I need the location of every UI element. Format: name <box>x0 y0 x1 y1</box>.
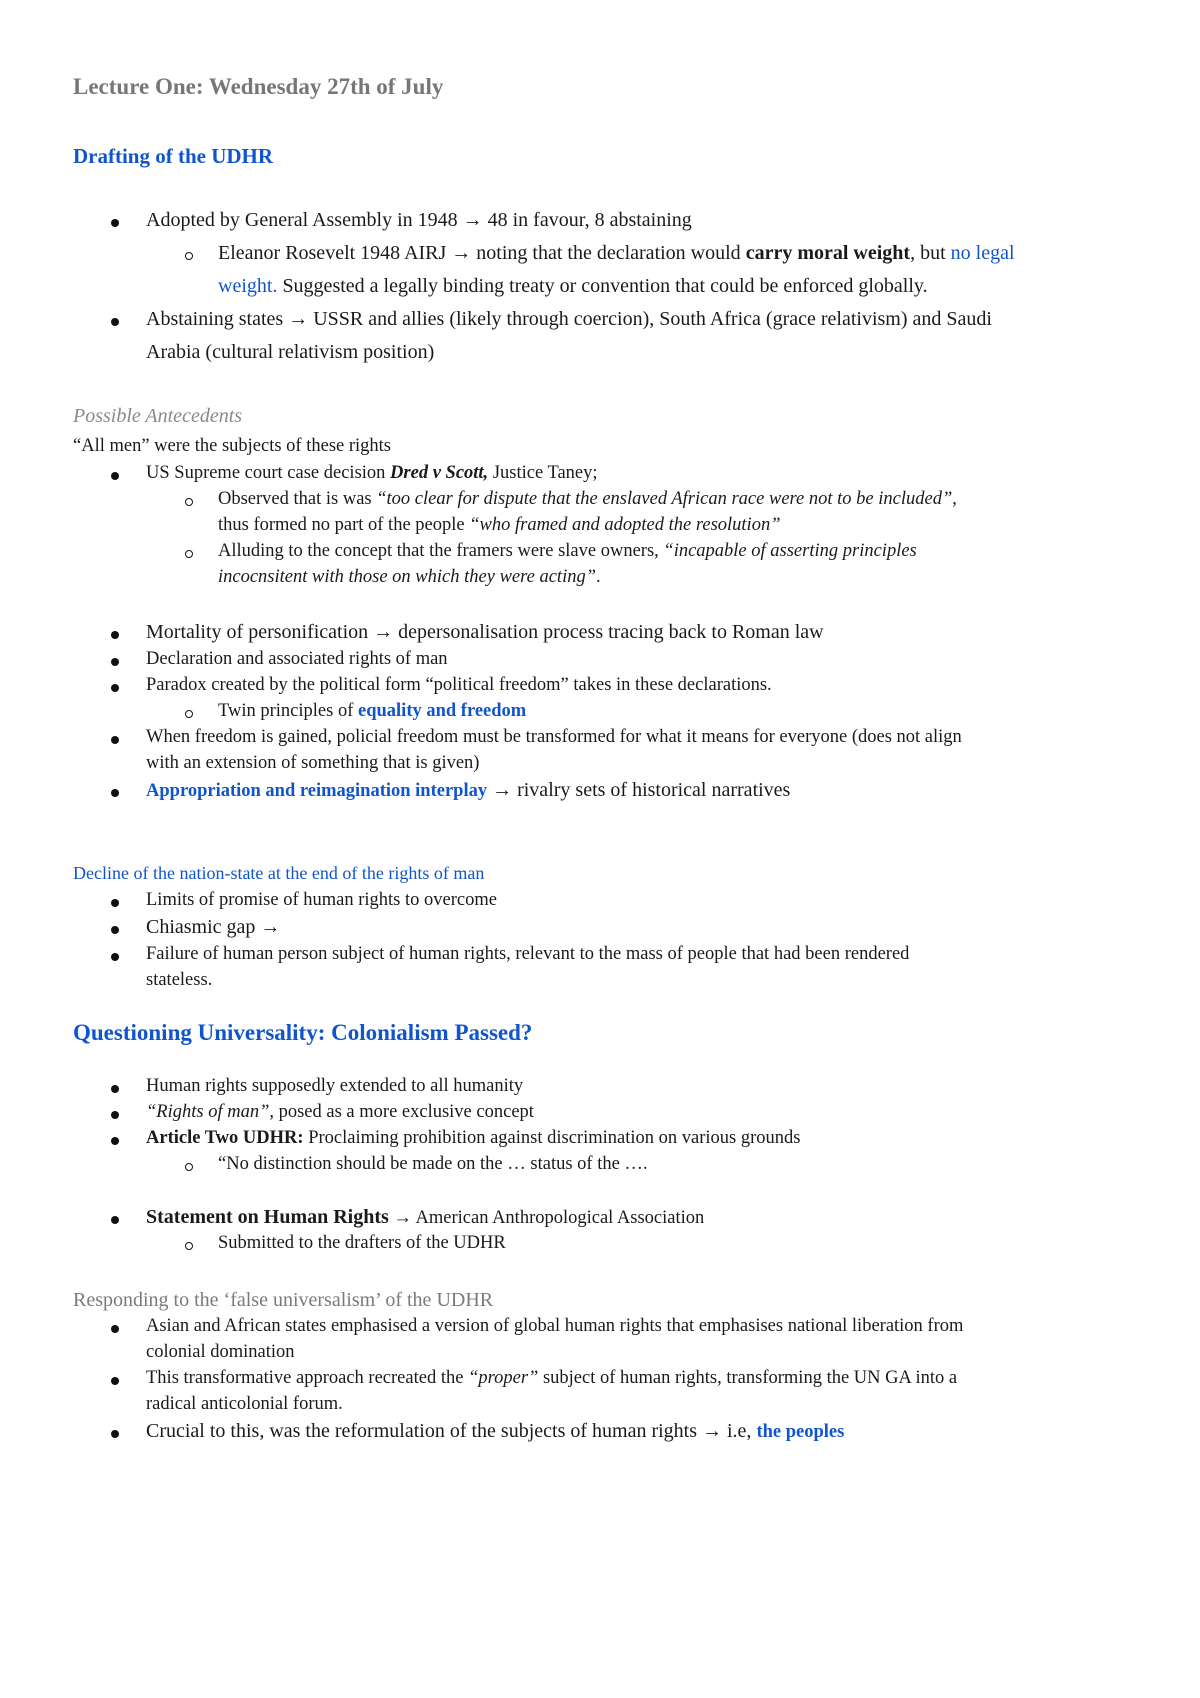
bullet-dot <box>111 1216 119 1224</box>
section-heading-drafting: Drafting of the UDHR <box>73 144 274 168</box>
bullet-dot <box>111 736 119 744</box>
bullet-text: US Supreme court case decision Dred v Scott, Justice Taney; <box>146 463 598 483</box>
bullet-dot <box>111 789 119 797</box>
section-heading-universality: Questioning Universality: Colonialism Passed? <box>73 1020 533 1045</box>
bullet-ring <box>185 1242 193 1250</box>
bullet-dot <box>111 1325 119 1333</box>
sub-bullet-text: Submitted to the drafters of the UDHR <box>218 1233 506 1253</box>
paragraph-intro: “All men” were the subjects of these rights <box>73 436 391 456</box>
bullet-dot <box>111 658 119 666</box>
sub-bullet-text-cont: weight. Suggested a legally binding treaty or convention that could be enforced globally. <box>218 275 928 297</box>
bullet-dot <box>111 926 119 934</box>
bullet-ring <box>185 1163 193 1171</box>
bullet-text-cont: with an extension of something that is given) <box>146 753 480 773</box>
lecture-title: Lecture One: Wednesday 27th of July <box>73 74 444 99</box>
bullet-dot <box>111 1430 119 1438</box>
bullet-dot <box>111 1137 119 1145</box>
sub-bullet-text: “No distinction should be made on the … status of the …. <box>218 1154 648 1174</box>
bullet-dot <box>111 1085 119 1093</box>
bullet-ring <box>185 710 193 718</box>
bullet-dot <box>111 219 119 227</box>
bullet-ring <box>185 550 193 558</box>
bullet-dot <box>111 1111 119 1119</box>
bullet-text: Abstaining states → USSR and allies (likely through coercion), South Africa (grace relativism) and Saudi <box>146 308 992 330</box>
sub-bullet-text: Eleanor Rosevelt 1948 AIRJ → noting that the declaration would carry moral weight, but no legal <box>218 242 1015 264</box>
bullet-text: “Rights of man”, posed as a more exclusive concept <box>146 1102 534 1122</box>
bullet-text: Failure of human person subject of human rights, relevant to the mass of people that had been rendered <box>146 944 910 964</box>
bullet-text: Human rights supposedly extended to all humanity <box>146 1076 524 1096</box>
bullet-text: Declaration and associated rights of man <box>146 649 448 669</box>
bullet-dot <box>111 472 119 480</box>
bullet-text: Paradox created by the political form “political freedom” takes in these declarations. <box>146 675 772 695</box>
section-heading-false-universalism: Responding to the ‘false universalism’ of the UDHR <box>73 1289 494 1311</box>
sub-bullet-text-cont: incocnsitent with those on which they were acting”. <box>218 567 601 587</box>
bullet-text: When freedom is gained, policial freedom must be transformed for what it means for everyone (does not align <box>146 727 962 747</box>
sub-bullet-text: Alluding to the concept that the framers were slave owners, “incapable of asserting principles <box>218 541 917 561</box>
bullet-text: Chiasmic gap → <box>146 916 281 938</box>
bullet-text: Crucial to this, was the reformulation of the subjects of human rights → i.e, the peoples <box>146 1420 845 1442</box>
sub-bullet-text: Observed that is was “too clear for dispute that the enslaved African race were not to be included”, <box>218 489 957 509</box>
bullet-dot <box>111 631 119 639</box>
bullet-dot <box>111 899 119 907</box>
section-heading-antecedents: Possible Antecedents <box>73 405 243 427</box>
bullet-text: Limits of promise of human rights to overcome <box>146 890 497 910</box>
bullet-dot <box>111 953 119 961</box>
bullet-text-cont: stateless. <box>146 970 213 990</box>
bullet-text-cont: Arabia (cultural relativism position) <box>146 341 435 363</box>
bullet-ring <box>185 252 193 260</box>
bullet-text: Article Two UDHR: Proclaiming prohibition against discrimination on various grounds <box>146 1128 801 1148</box>
sub-bullet-text-cont: thus formed no part of the people “who framed and adopted the resolution” <box>218 515 781 535</box>
bullet-text: Statement on Human Rights → American Anthropological Association <box>146 1206 705 1228</box>
sub-bullet-text: Twin principles of equality and freedom <box>218 701 527 721</box>
bullet-ring <box>185 498 193 506</box>
bullet-dot <box>111 684 119 692</box>
bullet-text: Appropriation and reimagination interplay → rivalry sets of historical narratives <box>146 779 791 801</box>
bullet-text-cont: radical anticolonial forum. <box>146 1394 343 1414</box>
bullet-dot <box>111 1377 119 1385</box>
bullet-dot <box>111 318 119 326</box>
bullet-text: Adopted by General Assembly in 1948 → 48 in favour, 8 abstaining <box>146 209 692 231</box>
bullet-text: This transformative approach recreated the “proper” subject of human rights, transforming the UN GA into a <box>146 1368 958 1388</box>
section-heading-decline: Decline of the nation-state at the end of the rights of man <box>73 863 485 883</box>
bullet-text: Asian and African states emphasised a version of global human rights that emphasises national liberation from <box>146 1316 964 1336</box>
bullet-text: Mortality of personification → depersonalisation process tracing back to Roman law <box>146 621 824 643</box>
bullet-text-cont: colonial domination <box>146 1342 295 1362</box>
